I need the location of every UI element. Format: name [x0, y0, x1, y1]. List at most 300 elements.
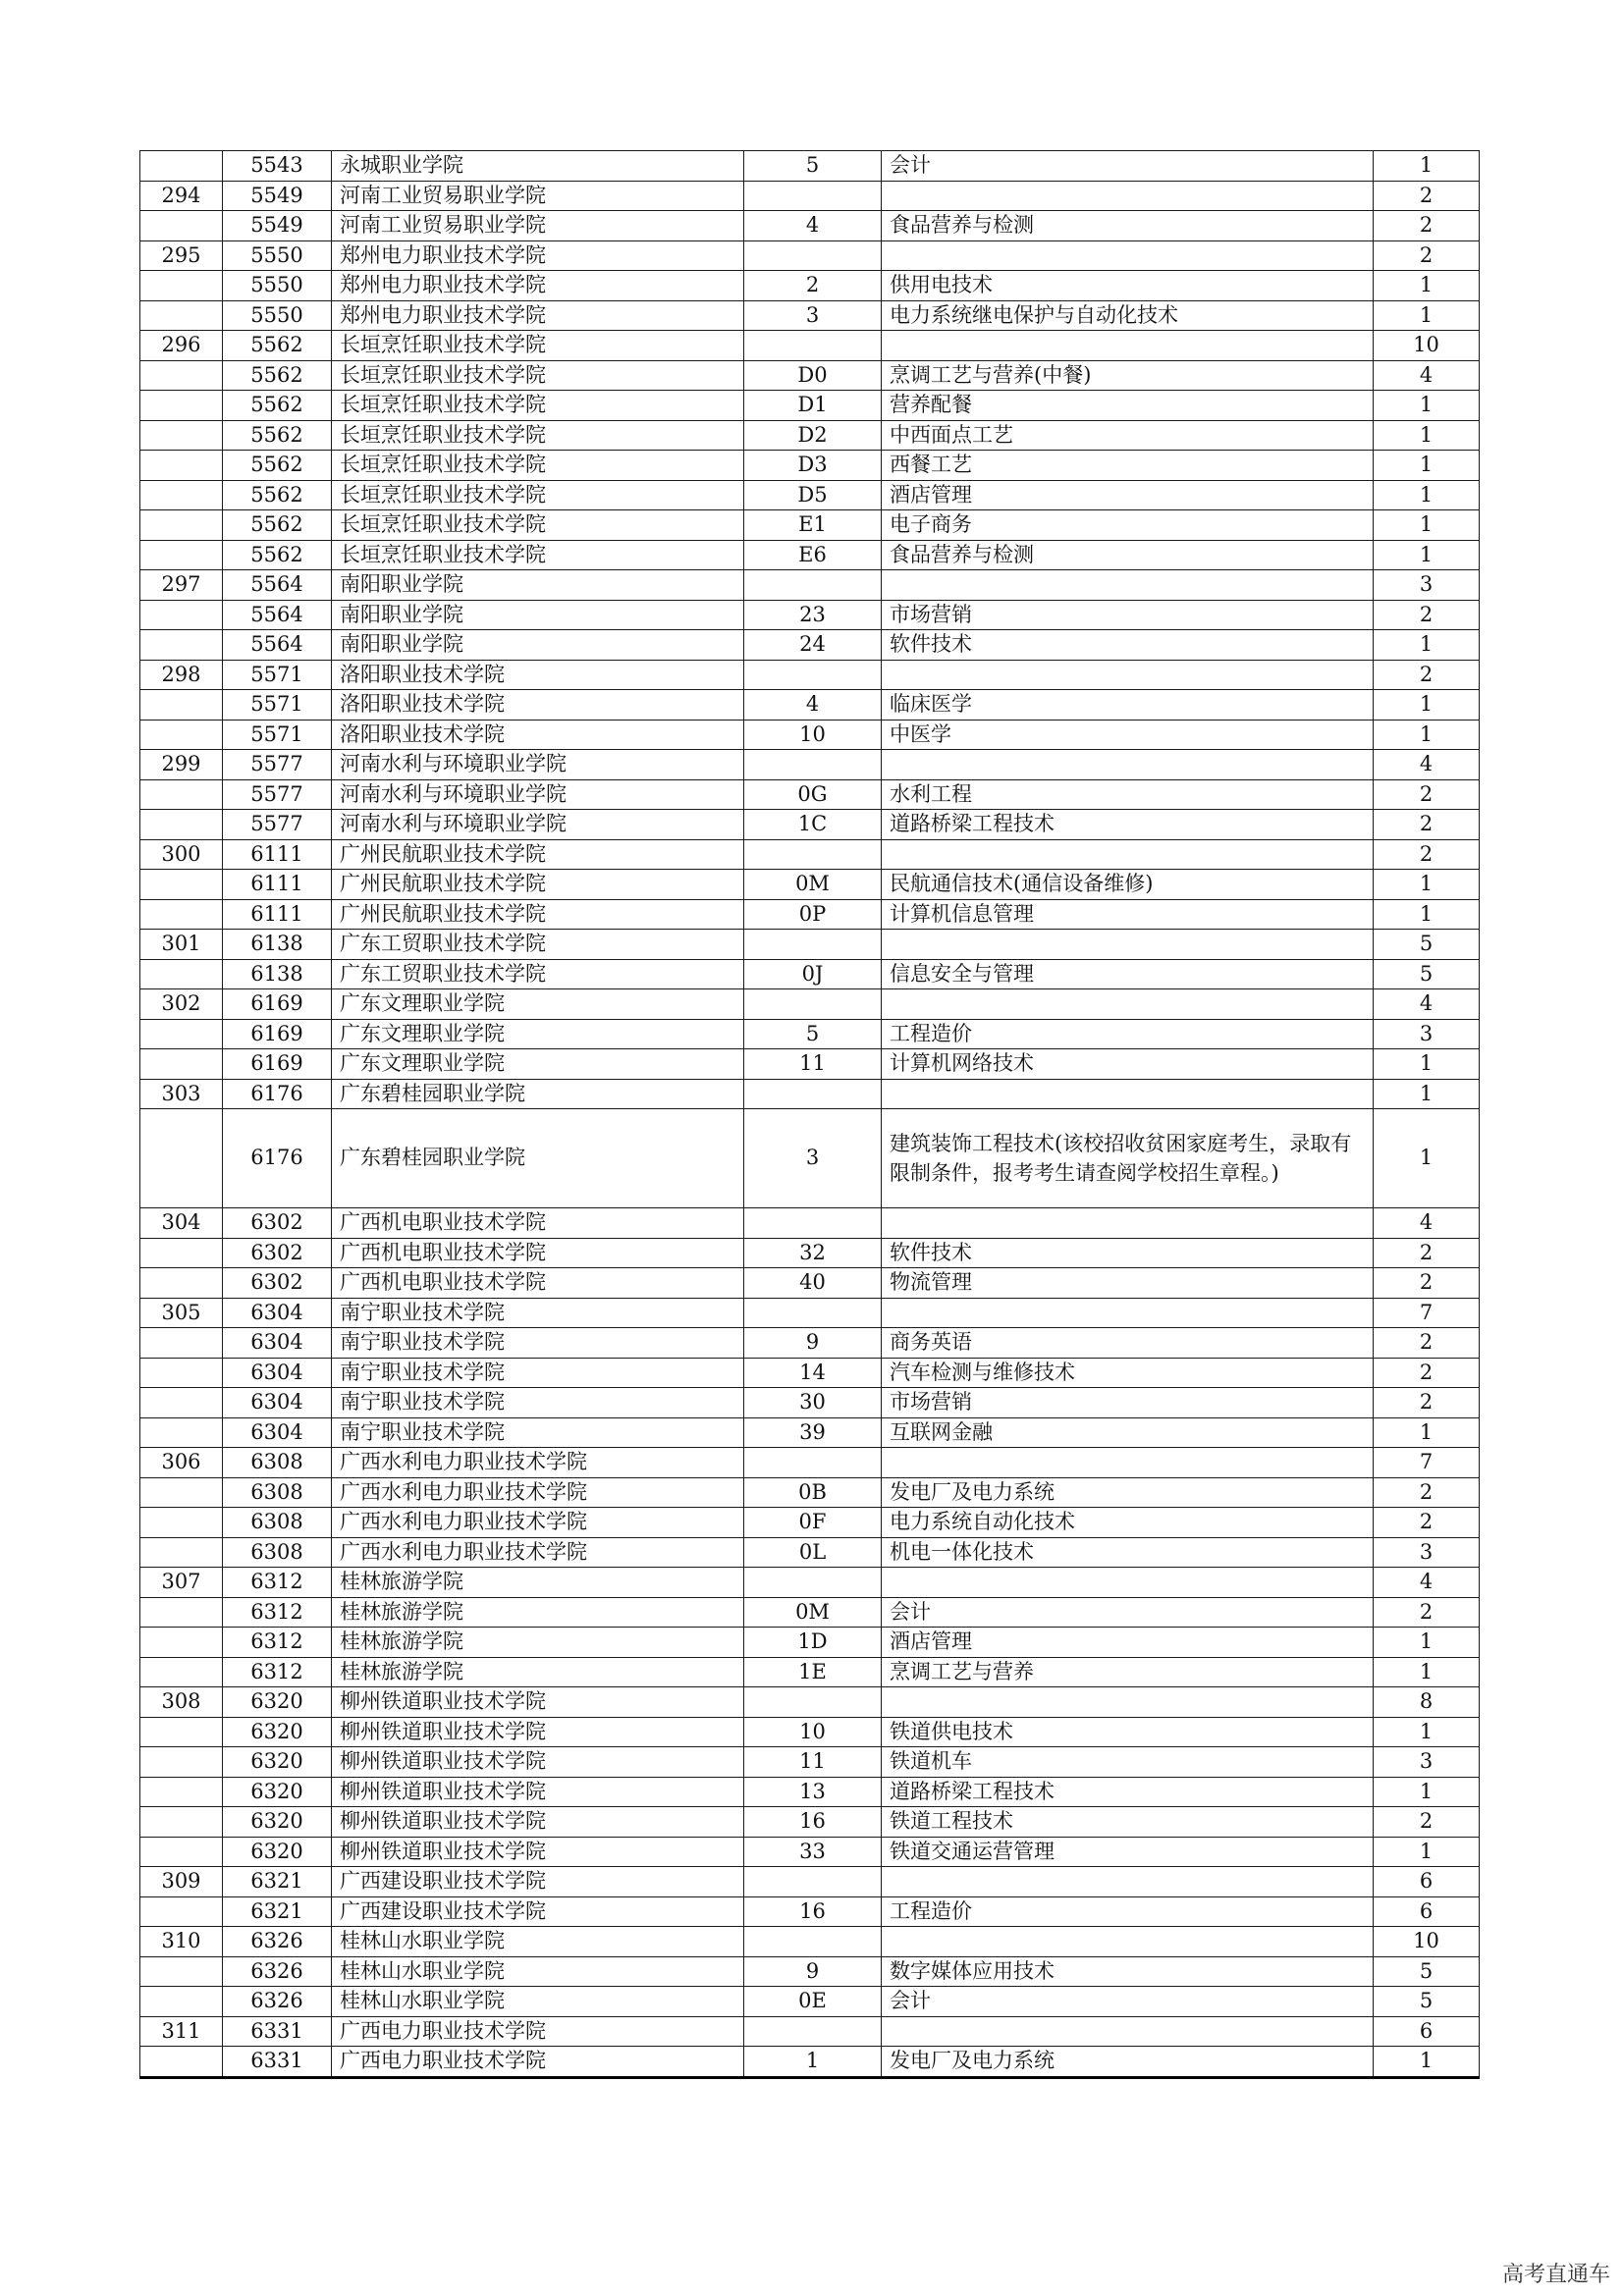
school-name-cell: 长垣烹饪职业技术学院	[332, 420, 744, 451]
major-name-cell: 电子商务	[882, 510, 1374, 541]
plan-count-cell: 1	[1374, 1837, 1480, 1867]
sequence-cell: 302	[140, 989, 223, 1020]
school-name-cell: 河南水利与环境职业学院	[332, 810, 744, 840]
major-code-cell: 3	[744, 300, 882, 331]
sequence-cell	[140, 870, 223, 900]
major-name-cell: 中医学	[882, 720, 1374, 750]
school-code-cell: 6320	[223, 1837, 332, 1867]
major-name-cell	[882, 181, 1374, 211]
plan-count-cell: 1	[1374, 630, 1480, 661]
school-code-cell: 6312	[223, 1597, 332, 1628]
major-name-cell: 水利工程	[882, 779, 1374, 810]
school-code-cell: 6304	[223, 1417, 332, 1448]
sequence-cell: 309	[140, 1867, 223, 1897]
school-code-cell: 6320	[223, 1687, 332, 1718]
school-code-cell: 6308	[223, 1477, 332, 1508]
major-name-cell: 电力系统继电保护与自动化技术	[882, 300, 1374, 331]
table-row	[140, 1807, 1480, 1838]
major-name-cell	[882, 1568, 1374, 1598]
major-code-cell	[744, 1867, 882, 1897]
plan-count-cell: 1	[1374, 1417, 1480, 1448]
major-code-cell	[744, 930, 882, 960]
sequence-cell	[140, 1896, 223, 1927]
sequence-cell	[140, 391, 223, 421]
major-name-cell: 市场营销	[882, 1388, 1374, 1418]
major-name-cell	[882, 1208, 1374, 1239]
school-code-cell: 6304	[223, 1298, 332, 1328]
school-code-cell: 5562	[223, 331, 332, 361]
school-code-cell: 6312	[223, 1568, 332, 1598]
school-name-cell: 长垣烹饪职业技术学院	[332, 451, 744, 481]
school-name-cell: 柳州铁道职业技术学院	[332, 1777, 744, 1807]
major-name-cell: 电力系统自动化技术	[882, 1508, 1374, 1538]
major-code-cell: D3	[744, 451, 882, 481]
major-code-cell: 0G	[744, 779, 882, 810]
table-row	[140, 1328, 1480, 1359]
plan-count-cell: 1	[1374, 1109, 1480, 1208]
major-name-cell: 会计	[882, 1597, 1374, 1628]
sequence-cell	[140, 1777, 223, 1807]
major-name-cell: 道路桥梁工程技术	[882, 1777, 1374, 1807]
table-row	[140, 1837, 1480, 1867]
sequence-cell	[140, 1388, 223, 1418]
major-code-cell	[744, 1687, 882, 1718]
table-row	[140, 1238, 1480, 1268]
major-name-cell: 会计	[882, 151, 1374, 182]
major-name-cell	[882, 331, 1374, 361]
school-name-cell: 桂林旅游学院	[332, 1597, 744, 1628]
school-name-cell: 广西建设职业技术学院	[332, 1867, 744, 1897]
school-name-cell: 长垣烹饪职业技术学院	[332, 391, 744, 421]
plan-count-cell: 1	[1374, 1777, 1480, 1807]
plan-count-cell: 1	[1374, 1049, 1480, 1080]
major-code-cell: 9	[744, 1956, 882, 1987]
table-row	[140, 1956, 1480, 1987]
major-code-cell: 1E	[744, 1657, 882, 1687]
school-code-cell: 6111	[223, 870, 332, 900]
school-code-cell: 6302	[223, 1238, 332, 1268]
school-name-cell: 广西电力职业技术学院	[332, 2047, 744, 2078]
school-code-cell: 5543	[223, 151, 332, 182]
sequence-cell: 307	[140, 1568, 223, 1598]
school-name-cell: 洛阳职业技术学院	[332, 720, 744, 750]
school-code-cell: 6176	[223, 1079, 332, 1109]
table-row	[140, 240, 1480, 271]
plan-count-cell: 1	[1374, 899, 1480, 930]
sequence-cell	[140, 451, 223, 481]
major-name-cell: 市场营销	[882, 600, 1374, 630]
plan-count-cell: 6	[1374, 1896, 1480, 1927]
major-code-cell	[744, 750, 882, 780]
plan-count-cell: 4	[1374, 1568, 1480, 1598]
major-name-cell: 工程造价	[882, 1896, 1374, 1927]
sequence-cell: 301	[140, 930, 223, 960]
sequence-cell: 305	[140, 1298, 223, 1328]
table-row	[140, 870, 1480, 900]
plan-count-cell: 1	[1374, 720, 1480, 750]
school-name-cell: 广西机电职业技术学院	[332, 1238, 744, 1268]
plan-count-cell: 2	[1374, 810, 1480, 840]
table-row	[140, 1208, 1480, 1239]
plan-count-cell: 7	[1374, 1298, 1480, 1328]
major-code-cell: 3	[744, 1109, 882, 1208]
plan-count-cell: 2	[1374, 839, 1480, 870]
plan-count-cell: 4	[1374, 989, 1480, 1020]
school-code-cell: 6312	[223, 1657, 332, 1687]
school-code-cell: 6308	[223, 1448, 332, 1478]
sequence-cell	[140, 810, 223, 840]
school-name-cell: 广西建设职业技术学院	[332, 1896, 744, 1927]
school-name-cell: 广东碧桂园职业学院	[332, 1109, 744, 1208]
school-name-cell: 洛阳职业技术学院	[332, 660, 744, 690]
major-name-cell	[882, 1448, 1374, 1478]
school-code-cell: 5564	[223, 600, 332, 630]
major-name-cell: 机电一体化技术	[882, 1537, 1374, 1568]
major-name-cell	[882, 240, 1374, 271]
sequence-cell	[140, 1807, 223, 1838]
major-code-cell	[744, 1208, 882, 1239]
sequence-cell	[140, 1477, 223, 1508]
table-row	[140, 1687, 1480, 1718]
plan-count-cell: 3	[1374, 570, 1480, 601]
school-code-cell: 6320	[223, 1717, 332, 1747]
major-name-cell	[882, 1079, 1374, 1109]
plan-count-cell: 2	[1374, 181, 1480, 211]
sequence-cell: 296	[140, 331, 223, 361]
plan-count-cell: 1	[1374, 300, 1480, 331]
major-name-cell: 商务英语	[882, 1328, 1374, 1359]
major-code-cell: 5	[744, 1019, 882, 1049]
major-code-cell: 10	[744, 720, 882, 750]
school-name-cell: 南阳职业学院	[332, 570, 744, 601]
school-code-cell: 5550	[223, 300, 332, 331]
plan-count-cell: 1	[1374, 1717, 1480, 1747]
school-name-cell: 南阳职业学院	[332, 600, 744, 630]
school-name-cell: 柳州铁道职业技术学院	[332, 1687, 744, 1718]
major-code-cell	[744, 1298, 882, 1328]
table-row	[140, 540, 1480, 570]
school-name-cell: 广西水利电力职业技术学院	[332, 1537, 744, 1568]
major-code-cell	[744, 839, 882, 870]
major-code-cell: 39	[744, 1417, 882, 1448]
school-name-cell: 桂林山水职业学院	[332, 1927, 744, 1957]
sequence-cell	[140, 1747, 223, 1778]
sequence-cell	[140, 1657, 223, 1687]
school-name-cell: 广州民航职业技术学院	[332, 870, 744, 900]
major-name-cell: 营养配餐	[882, 391, 1374, 421]
school-name-cell: 南宁职业技术学院	[332, 1328, 744, 1359]
school-name-cell: 河南水利与环境职业学院	[332, 750, 744, 780]
table-row	[140, 1628, 1480, 1658]
major-code-cell: 11	[744, 1747, 882, 1778]
table-row	[140, 510, 1480, 541]
school-name-cell: 郑州电力职业技术学院	[332, 240, 744, 271]
major-code-cell: 1	[744, 2047, 882, 2078]
major-name-cell: 铁道交通运营管理	[882, 1837, 1374, 1867]
major-code-cell: D2	[744, 420, 882, 451]
school-code-cell: 5562	[223, 540, 332, 570]
major-code-cell: E6	[744, 540, 882, 570]
major-name-cell	[882, 839, 1374, 870]
school-code-cell: 6302	[223, 1208, 332, 1239]
plan-count-cell: 6	[1374, 1867, 1480, 1897]
table-row	[140, 151, 1480, 182]
major-name-cell: 计算机网络技术	[882, 1049, 1374, 1080]
school-code-cell: 5562	[223, 391, 332, 421]
school-code-cell: 5577	[223, 750, 332, 780]
sequence-cell	[140, 1837, 223, 1867]
plan-count-cell: 1	[1374, 1079, 1480, 1109]
plan-count-cell: 2	[1374, 600, 1480, 630]
table-row	[140, 899, 1480, 930]
school-code-cell: 6111	[223, 899, 332, 930]
school-code-cell: 6176	[223, 1109, 332, 1208]
school-name-cell: 河南工业贸易职业学院	[332, 211, 744, 241]
sequence-cell	[140, 1238, 223, 1268]
plan-count-cell: 4	[1374, 750, 1480, 780]
school-code-cell: 6169	[223, 1049, 332, 1080]
table-row	[140, 989, 1480, 1020]
school-name-cell: 广西机电职业技术学院	[332, 1208, 744, 1239]
major-code-cell: 0M	[744, 870, 882, 900]
sequence-cell	[140, 630, 223, 661]
school-name-cell: 南宁职业技术学院	[332, 1388, 744, 1418]
major-code-cell: 1D	[744, 1628, 882, 1658]
table-row	[140, 720, 1480, 750]
major-code-cell: 33	[744, 1837, 882, 1867]
major-name-cell: 西餐工艺	[882, 451, 1374, 481]
sequence-cell	[140, 1328, 223, 1359]
school-name-cell: 南阳职业学院	[332, 630, 744, 661]
sequence-cell	[140, 1956, 223, 1987]
sequence-cell	[140, 1987, 223, 2017]
plan-count-cell: 3	[1374, 1747, 1480, 1778]
major-name-cell: 铁道工程技术	[882, 1807, 1374, 1838]
sequence-cell	[140, 510, 223, 541]
sequence-cell	[140, 151, 223, 182]
major-name-cell	[882, 989, 1374, 1020]
school-name-cell: 广东文理职业学院	[332, 1049, 744, 1080]
school-code-cell: 6302	[223, 1268, 332, 1299]
sequence-cell: 298	[140, 660, 223, 690]
plan-count-cell: 4	[1374, 1208, 1480, 1239]
major-name-cell: 建筑装饰工程技术(该校招收贫困家庭考生，录取有限制条件，报考考生请查阅学校招生章程。)	[882, 1109, 1374, 1208]
school-name-cell: 广西水利电力职业技术学院	[332, 1508, 744, 1538]
table-row	[140, 360, 1480, 391]
table-row	[140, 1747, 1480, 1778]
school-code-cell: 6326	[223, 1987, 332, 2017]
table-row	[140, 1537, 1480, 1568]
table-row	[140, 630, 1480, 661]
major-code-cell: 1C	[744, 810, 882, 840]
school-code-cell: 5549	[223, 211, 332, 241]
school-code-cell: 6320	[223, 1747, 332, 1778]
major-code-cell: 16	[744, 1896, 882, 1927]
major-name-cell	[882, 1687, 1374, 1718]
sequence-cell	[140, 779, 223, 810]
plan-count-cell: 5	[1374, 1956, 1480, 1987]
plan-count-cell: 1	[1374, 480, 1480, 510]
major-name-cell: 会计	[882, 1987, 1374, 2017]
plan-count-cell: 2	[1374, 1388, 1480, 1418]
plan-count-cell: 6	[1374, 2016, 1480, 2047]
sequence-cell: 303	[140, 1079, 223, 1109]
plan-count-cell: 3	[1374, 1537, 1480, 1568]
major-name-cell: 物流管理	[882, 1268, 1374, 1299]
major-code-cell	[744, 660, 882, 690]
major-name-cell: 中西面点工艺	[882, 420, 1374, 451]
plan-count-cell: 7	[1374, 1448, 1480, 1478]
plan-count-cell: 10	[1374, 1927, 1480, 1957]
major-name-cell	[882, 1867, 1374, 1897]
plan-count-cell: 2	[1374, 211, 1480, 241]
school-name-cell: 河南工业贸易职业学院	[332, 181, 744, 211]
major-name-cell: 互联网金融	[882, 1417, 1374, 1448]
major-code-cell	[744, 1927, 882, 1957]
sequence-cell	[140, 1358, 223, 1388]
enrollment-table	[139, 150, 1480, 2079]
major-code-cell: 0E	[744, 1987, 882, 2017]
school-code-cell: 6308	[223, 1508, 332, 1538]
major-code-cell: 0J	[744, 959, 882, 989]
school-name-cell: 柳州铁道职业技术学院	[332, 1837, 744, 1867]
sequence-cell	[140, 1268, 223, 1299]
school-name-cell: 广东工贸职业技术学院	[332, 959, 744, 989]
school-name-cell: 长垣烹饪职业技术学院	[332, 540, 744, 570]
sequence-cell	[140, 300, 223, 331]
sequence-cell	[140, 1508, 223, 1538]
school-name-cell: 桂林山水职业学院	[332, 1956, 744, 1987]
school-code-cell: 6111	[223, 839, 332, 870]
plan-count-cell: 1	[1374, 510, 1480, 541]
school-code-cell: 5577	[223, 810, 332, 840]
school-name-cell: 南宁职业技术学院	[332, 1358, 744, 1388]
school-code-cell: 5571	[223, 690, 332, 721]
table-row	[140, 1298, 1480, 1328]
table-row	[140, 271, 1480, 301]
plan-count-cell: 3	[1374, 1019, 1480, 1049]
school-code-cell: 6331	[223, 2016, 332, 2047]
major-name-cell: 工程造价	[882, 1019, 1374, 1049]
school-code-cell: 6304	[223, 1328, 332, 1359]
school-name-cell: 桂林山水职业学院	[332, 1987, 744, 2017]
table-row	[140, 1657, 1480, 1687]
school-code-cell: 6304	[223, 1358, 332, 1388]
plan-count-cell: 2	[1374, 1238, 1480, 1268]
table-row	[140, 2047, 1480, 2078]
major-name-cell: 发电厂及电力系统	[882, 1477, 1374, 1508]
major-name-cell	[882, 750, 1374, 780]
table-row	[140, 1568, 1480, 1598]
major-code-cell: 11	[744, 1049, 882, 1080]
major-code-cell: D5	[744, 480, 882, 510]
school-name-cell: 长垣烹饪职业技术学院	[332, 331, 744, 361]
table-row	[140, 1268, 1480, 1299]
major-name-cell: 铁道机车	[882, 1747, 1374, 1778]
school-name-cell: 广州民航职业技术学院	[332, 839, 744, 870]
major-name-cell: 铁道供电技术	[882, 1717, 1374, 1747]
table-row	[140, 181, 1480, 211]
sequence-cell	[140, 480, 223, 510]
plan-count-cell: 2	[1374, 779, 1480, 810]
major-code-cell: 0P	[744, 899, 882, 930]
table-row	[140, 1388, 1480, 1418]
major-code-cell: 0M	[744, 1597, 882, 1628]
school-name-cell: 郑州电力职业技术学院	[332, 271, 744, 301]
school-code-cell: 6321	[223, 1896, 332, 1927]
major-name-cell: 临床医学	[882, 690, 1374, 721]
school-code-cell: 6138	[223, 930, 332, 960]
plan-count-cell: 2	[1374, 1508, 1480, 1538]
plan-count-cell: 1	[1374, 151, 1480, 182]
school-code-cell: 5562	[223, 451, 332, 481]
plan-count-cell: 1	[1374, 420, 1480, 451]
school-code-cell: 5562	[223, 480, 332, 510]
table-row	[140, 600, 1480, 630]
sequence-cell	[140, 211, 223, 241]
plan-count-cell: 2	[1374, 1328, 1480, 1359]
school-code-cell: 6169	[223, 1019, 332, 1049]
school-name-cell: 柳州铁道职业技术学院	[332, 1747, 744, 1778]
school-name-cell: 永城职业学院	[332, 151, 744, 182]
plan-count-cell: 1	[1374, 271, 1480, 301]
school-code-cell: 6320	[223, 1807, 332, 1838]
major-name-cell	[882, 930, 1374, 960]
table-body	[140, 151, 1480, 2078]
table-row	[140, 810, 1480, 840]
sequence-cell: 297	[140, 570, 223, 601]
watermark-text: 高考直通车	[1501, 2263, 1610, 2287]
table-row	[140, 1867, 1480, 1897]
school-name-cell: 广西水利电力职业技术学院	[332, 1477, 744, 1508]
plan-count-cell: 1	[1374, 1628, 1480, 1658]
major-code-cell	[744, 2016, 882, 2047]
table-row	[140, 1079, 1480, 1109]
major-code-cell: 24	[744, 630, 882, 661]
school-code-cell: 5550	[223, 240, 332, 271]
school-code-cell: 5550	[223, 271, 332, 301]
school-name-cell: 洛阳职业技术学院	[332, 690, 744, 721]
school-name-cell: 广西机电职业技术学院	[332, 1268, 744, 1299]
school-code-cell: 6312	[223, 1628, 332, 1658]
table-row	[140, 930, 1480, 960]
school-name-cell: 广东文理职业学院	[332, 989, 744, 1020]
major-code-cell: 5	[744, 151, 882, 182]
school-code-cell: 5577	[223, 779, 332, 810]
major-name-cell: 计算机信息管理	[882, 899, 1374, 930]
plan-count-cell: 2	[1374, 1597, 1480, 1628]
table-row	[140, 1508, 1480, 1538]
plan-count-cell: 2	[1374, 1358, 1480, 1388]
sequence-cell: 306	[140, 1448, 223, 1478]
table-row	[140, 1597, 1480, 1628]
sequence-cell	[140, 720, 223, 750]
sequence-cell: 310	[140, 1927, 223, 1957]
major-code-cell	[744, 331, 882, 361]
sequence-cell	[140, 690, 223, 721]
school-code-cell: 6169	[223, 989, 332, 1020]
major-name-cell: 酒店管理	[882, 480, 1374, 510]
major-code-cell	[744, 1568, 882, 1598]
major-code-cell: 0L	[744, 1537, 882, 1568]
sequence-cell	[140, 1109, 223, 1208]
school-name-cell: 南宁职业技术学院	[332, 1298, 744, 1328]
table-row	[140, 480, 1480, 510]
table-row	[140, 1987, 1480, 2017]
plan-count-cell: 1	[1374, 391, 1480, 421]
school-code-cell: 5564	[223, 630, 332, 661]
major-name-cell: 烹调工艺与营养	[882, 1657, 1374, 1687]
